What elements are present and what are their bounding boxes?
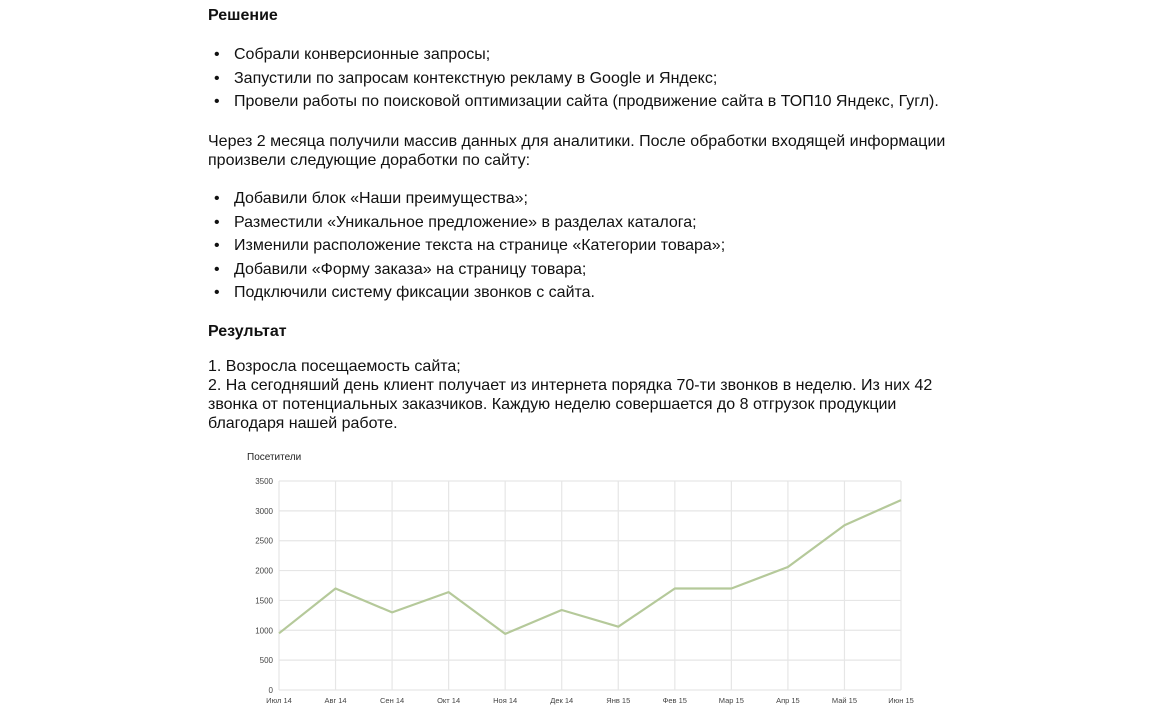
improvements-list bbox=[208, 187, 725, 305]
list-item: • Изменили расположение текста на странице «Категории товара»; bbox=[208, 234, 725, 258]
x-tick-label: Сен 14 bbox=[380, 696, 405, 705]
series-line bbox=[279, 500, 901, 634]
solution-heading: Решение bbox=[208, 7, 278, 24]
x-tick-label: Июл 14 bbox=[266, 696, 292, 705]
x-tick-label: Фев 15 bbox=[662, 696, 687, 705]
x-tick-label: Дек 14 bbox=[550, 696, 574, 705]
y-tick-label: 3000 bbox=[255, 506, 273, 516]
bullet-icon: • bbox=[214, 46, 220, 63]
visitors-chart bbox=[230, 446, 930, 722]
x-tick-label: Май 15 bbox=[831, 696, 858, 705]
analysis-paragraph: Через 2 месяца получили массив данных для аналитики. После обработки входящей информации произвели следующие доработки по сайту: bbox=[208, 133, 946, 169]
y-tick-label: 2500 bbox=[255, 536, 273, 546]
result-paragraph: 1. Возросла посещаемость сайта; 2. На сегодняший день клиент получает из интернета порядка 70-ти звонков в неделю. Из них 42 звонка от потенциальных заказчиков. Каждую неделю совершается до 8 отгрузок продукции благодаря нашей работе. bbox=[208, 358, 933, 432]
list-item: • Запустили по запросам контекстную рекламу в Google и Яндекс; bbox=[208, 67, 939, 91]
x-tick-label: Апр 15 bbox=[776, 696, 800, 705]
line-chart-plot bbox=[230, 446, 930, 722]
result-heading: Результат bbox=[208, 323, 287, 340]
x-tick-label: Ноя 14 bbox=[493, 696, 518, 705]
y-tick-label: 3500 bbox=[255, 477, 273, 486]
y-tick-label: 500 bbox=[259, 656, 273, 666]
list-item: • Подключили систему фиксации звонков с сайта. bbox=[208, 281, 725, 305]
y-tick-label: 1500 bbox=[255, 596, 273, 606]
bullet-icon: • bbox=[214, 284, 220, 301]
list-item: • Собрали конверсионные запросы; bbox=[208, 43, 939, 67]
y-tick-label: 0 bbox=[268, 686, 273, 695]
list-item: • Провели работы по поисковой оптимизации сайта (продвижение сайта в ТОП10 Яндекс, Гугл). bbox=[208, 90, 939, 114]
list-item: • Добавили «Форму заказа» на страницу товара; bbox=[208, 258, 725, 282]
bullet-icon: • bbox=[214, 190, 220, 207]
bullet-icon: • bbox=[214, 213, 220, 231]
bullet-icon: • bbox=[214, 93, 220, 110]
bullet-icon: • bbox=[214, 237, 220, 254]
chart-title: Посетители bbox=[247, 452, 302, 463]
x-tick-label: Авг 14 bbox=[324, 696, 347, 705]
y-tick-label: 1000 bbox=[255, 626, 273, 636]
bullet-icon: • bbox=[214, 69, 220, 87]
x-tick-label: Янв 15 bbox=[606, 696, 631, 705]
solution-list bbox=[208, 43, 939, 114]
list-item: • Разместили «Уникальное предложение» в разделах каталога; bbox=[208, 211, 725, 235]
x-tick-label: Июн 15 bbox=[888, 696, 914, 705]
list-item: • Добавили блок «Наши преимущества»; bbox=[208, 187, 725, 211]
x-tick-label: Мар 15 bbox=[718, 696, 744, 705]
bullet-icon: • bbox=[214, 260, 220, 278]
x-tick-label: Окт 14 bbox=[437, 696, 461, 705]
y-tick-label: 2000 bbox=[255, 566, 273, 576]
